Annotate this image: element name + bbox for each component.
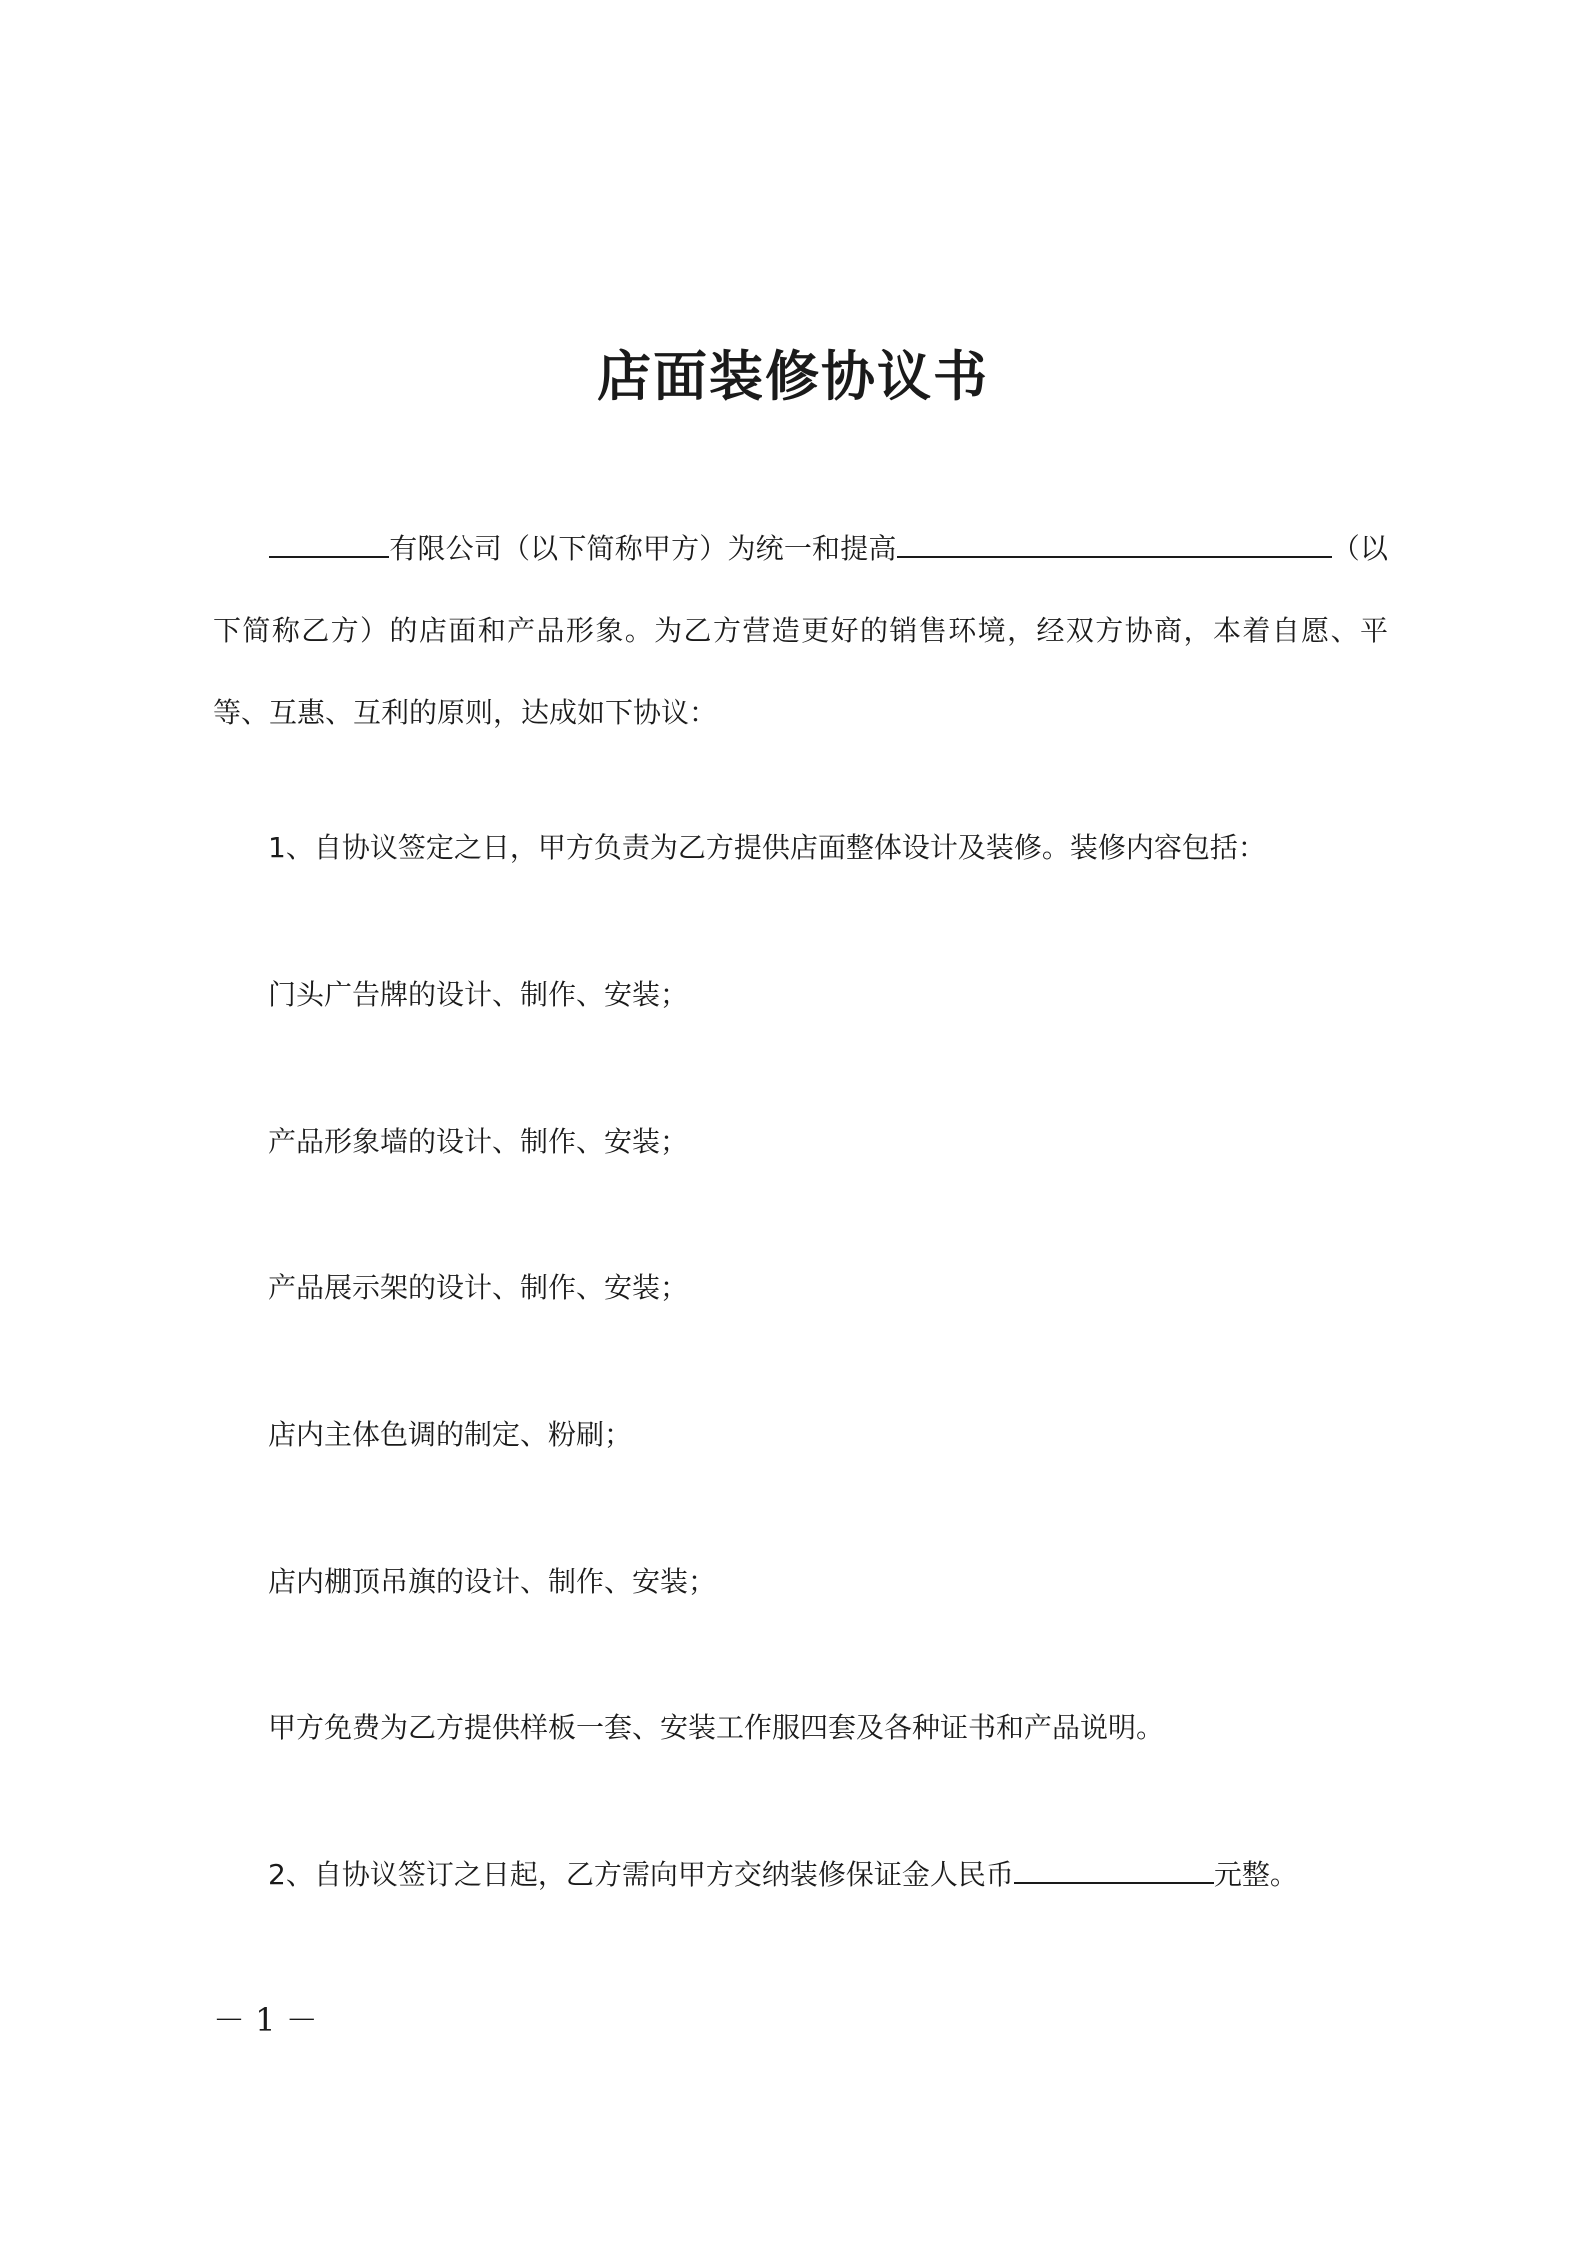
party-b-name-blank [897,530,1332,558]
list-item: 甲方免费为乙方提供样板一套、安装工作服四套及各种证书和产品说明。 [268,1711,1165,1744]
clause-2 [268,1855,1298,1895]
clause-2-text-2: 元整。 [1213,1858,1298,1891]
clause-2-text-1: 2、自协议签订之日起，乙方需向甲方交纳装修保证金人民币 [268,1858,1014,1891]
list-item: 产品展示架的设计、制作、安装； [268,1271,689,1304]
intro-text-1: 有限公司（以下简称甲方）为统一和提高 [389,532,897,565]
document-title: 店面装修协议书 [597,345,989,408]
deposit-amount-blank [1014,1856,1214,1884]
intro-text-2: （以下简称乙方）的店面和产品形象。为乙方营造更好的销售环境，经双方协商，本着自愿、平等、互惠、互利的原则，达成如下协议： [213,532,1388,729]
list-item: 产品形象墙的设计、制作、安装； [268,1125,689,1158]
list-item: 门头广告牌的设计、制作、安装； [268,978,689,1011]
page-number: － 1 － [213,2001,318,2039]
clause-1: 1、自协议签定之日，甲方负责为乙方提供店面整体设计及装修。装修内容包括： [268,831,1266,864]
list-item: 店内棚顶吊旗的设计、制作、安装； [268,1565,717,1598]
company-name-blank [269,530,389,558]
intro-paragraph [213,508,1388,754]
list-item: 店内主体色调的制定、粉刷； [268,1418,633,1451]
